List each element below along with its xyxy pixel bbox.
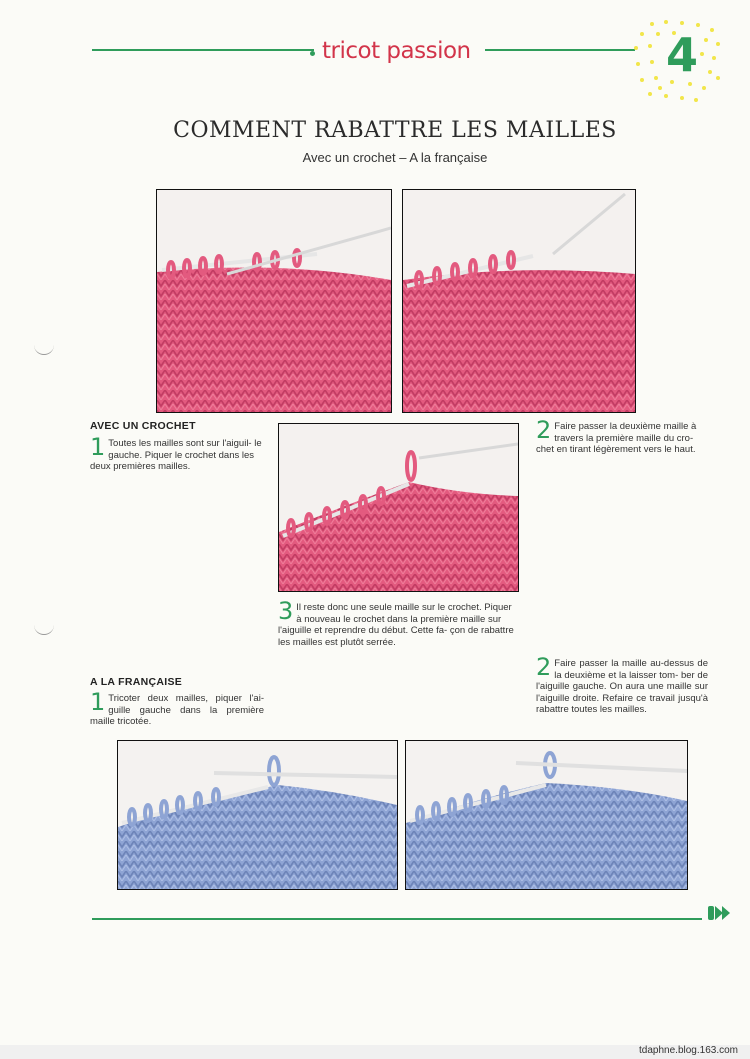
header-rule-left xyxy=(92,49,314,51)
francaise-photo-1 xyxy=(117,740,398,890)
francaise-step-2 xyxy=(536,653,708,716)
step-number: 1 xyxy=(90,688,106,716)
brand-logo: tricot passion xyxy=(322,38,471,64)
step-text: Faire passer la deuxième maille à travers la première maille du cro- chet en tirant légèrement vers le haut. xyxy=(536,421,697,455)
step-number: 2 xyxy=(536,416,552,444)
crochet-step-2 xyxy=(536,416,712,456)
step-text: Il reste donc une seule maille sur le crochet. Piquer à nouveau le crochet dans la première maille sur l'aiguille et reprendre du début. Cette fa- çon de rabattre les mailles est plutôt serrée. xyxy=(278,602,514,648)
step-number: 2 xyxy=(536,653,552,681)
header-rule-right xyxy=(485,49,635,51)
crochet-step-3 xyxy=(278,597,516,648)
binder-hole xyxy=(34,344,54,355)
crochet-photo-1 xyxy=(156,189,392,413)
crochet-photo-2 xyxy=(402,189,636,413)
step-text: Tricoter deux mailles, piquer l'ai- guille gauche dans la première maille tricotée. xyxy=(90,693,264,727)
footer-bar xyxy=(0,1045,750,1059)
page-subtitle: Avec un crochet – A la française xyxy=(302,150,488,165)
binder-hole xyxy=(34,624,54,635)
section-heading-francaise: A LA FRANÇAISE xyxy=(90,676,183,688)
footer-rule xyxy=(92,918,702,920)
page-title: COMMENT RABATTRE LES MAILLES xyxy=(173,118,617,143)
francaise-step-1 xyxy=(90,688,264,728)
section-heading-crochet: AVEC UN CROCHET xyxy=(90,420,196,432)
footer-credit: tdaphne.blog.163.com xyxy=(639,1045,738,1056)
step-number: 3 xyxy=(278,597,294,625)
next-page-arrow-icon[interactable] xyxy=(708,904,734,922)
crochet-photo-3 xyxy=(278,423,519,592)
page-number: 4 xyxy=(666,28,699,82)
crochet-step-1 xyxy=(90,433,266,473)
step-text: Faire passer la maille au-dessus de la deuxième et la laisser tom- ber de l'aiguille gauche. On aura une maille sur l'aiguille droite. Refaire ce travail jusqu'à rabattre toutes les mailles. xyxy=(536,658,708,715)
step-text: Toutes les mailles sont sur l'aiguil- le gauche. Piquer le crochet dans les deux premières mailles. xyxy=(90,438,262,472)
francaise-photo-2 xyxy=(405,740,688,890)
step-number: 1 xyxy=(90,433,106,461)
